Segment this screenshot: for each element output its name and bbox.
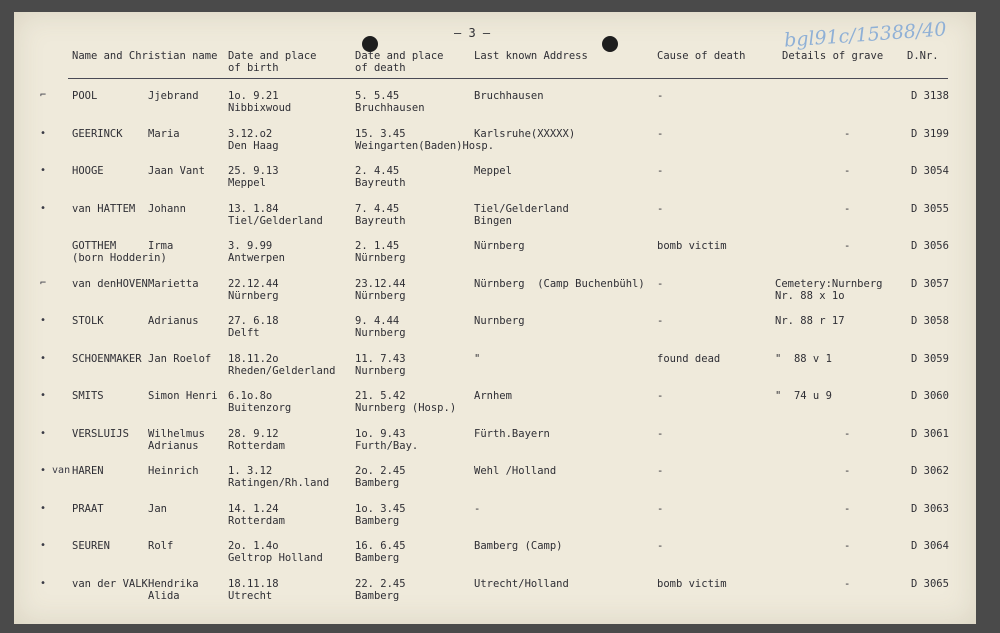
d-number: D 3055 (911, 202, 949, 215)
death-date: 21. 5.42 (355, 390, 406, 402)
birth-date: 28. 9.12 (228, 427, 279, 440)
death-place: Bamberg (355, 514, 400, 527)
given-name: Johann (148, 202, 186, 215)
cause-of-death: - (657, 90, 664, 102)
cause-of-death: - (657, 390, 664, 402)
last-address: - (474, 502, 481, 515)
table-row (14, 165, 976, 201)
surname: van denHOVEN (72, 277, 148, 290)
row-mark: • (40, 352, 47, 364)
birth-place: Antwerpen (228, 252, 285, 264)
d-number: D 3065 (911, 577, 949, 590)
d-number: D 3060 (911, 390, 949, 402)
grave-details: - (844, 577, 851, 590)
last-address: Meppel (474, 165, 512, 177)
given-name: Rolf (148, 540, 174, 552)
death-date: 15. 3.45 (355, 127, 406, 140)
death-date: 2. 1.45 (355, 240, 400, 252)
table-row (14, 90, 976, 126)
death-date: 22. 2.45 (355, 577, 406, 590)
surname: HOOGE (72, 165, 104, 177)
given-name: Adrianus (148, 315, 199, 327)
grave-details: Cemetery:Nurnberg (775, 277, 883, 290)
last-address: " (474, 352, 481, 365)
row-mark: • (40, 202, 47, 214)
birth-place: Meppel (228, 177, 266, 189)
grave-details: - (844, 240, 851, 252)
birth-date: 27. 6.18 (228, 315, 279, 327)
d-number: D 3199 (911, 127, 949, 140)
row-mark: • (40, 390, 47, 401)
birth-place: Rotterdam (228, 514, 285, 527)
surname: SMITS (72, 390, 104, 402)
cause-of-death: - (657, 427, 664, 440)
header-rule (68, 78, 948, 79)
row-mark: • (40, 127, 47, 139)
death-place: Bruchhausen (355, 102, 425, 114)
grave-details: - (844, 127, 851, 140)
d-number: D 3061 (911, 427, 949, 440)
surname: GEERINCK (72, 127, 123, 140)
table-row (14, 578, 976, 614)
cause-of-death: - (657, 315, 664, 327)
d-number: D 3057 (911, 277, 949, 290)
given-name: Hendrika Alida (148, 577, 199, 602)
d-number: D 3063 (911, 502, 949, 515)
surname: van der VALK (72, 577, 148, 590)
last-address: Nürnberg (474, 240, 525, 252)
row-mark: • (40, 502, 47, 514)
given-name: Wilhelmus Adrianus (148, 427, 205, 452)
surname: SCHOENMAKER (72, 352, 142, 365)
last-address: Nurnberg (474, 315, 525, 327)
grave-details: - (844, 427, 851, 440)
d-number: D 3062 (911, 465, 949, 477)
death-date: 1o. 9.43 (355, 427, 406, 440)
surname: VERSLUIJS (72, 427, 129, 440)
surname: POOL (72, 90, 98, 102)
table-row (14, 278, 976, 314)
header-dnr: D.Nr. (907, 50, 939, 62)
given-name: Jan Roelof (148, 352, 212, 365)
surname: PRAAT (72, 502, 104, 515)
header-grave: Details of grave (782, 50, 884, 62)
grave-details: - (844, 465, 851, 477)
birth-date: 6.1o.8o (228, 390, 273, 402)
death-date: 7. 4.45 (355, 202, 400, 215)
birth-date: 1. 3.12 (228, 465, 273, 477)
birth-date: 18.11.2o (228, 352, 279, 365)
header-address: Last known Address (474, 50, 588, 62)
birth-place: Rotterdam (228, 439, 285, 452)
header-name: Name and Christian name (72, 50, 218, 62)
table-row (14, 353, 976, 389)
birth-date: 1o. 9.21 (228, 90, 279, 102)
birth-place: Nibbixwoud (228, 102, 292, 114)
death-place: Furth/Bay. (355, 439, 419, 452)
surname: GOTTHEM (born Hodderin) (72, 240, 167, 264)
death-date: 2o. 2.45 (355, 465, 406, 477)
surname: HAREN (72, 465, 104, 477)
birth-place: Rheden/Gelderland (228, 364, 336, 377)
birth-date: 14. 1.24 (228, 502, 279, 515)
surname: SEUREN (72, 540, 110, 552)
last-address: Bamberg (Camp) (474, 540, 563, 552)
death-place: Bayreuth (355, 177, 406, 189)
archive-reference: bgl91c/15388/40 (783, 18, 948, 52)
cause-of-death: found dead (657, 352, 721, 365)
birth-date: 3. 9.99 (228, 240, 273, 252)
table-row (14, 315, 976, 351)
table-row (14, 428, 976, 464)
given-name: Heinrich (148, 465, 199, 477)
death-date: 23.12.44 (355, 277, 406, 290)
row-mark: • (40, 165, 47, 176)
cause-of-death: - (657, 165, 664, 177)
death-place: Bamberg (355, 477, 400, 489)
cause-of-death: - (657, 127, 664, 140)
row-mark: ⌐ (40, 90, 47, 101)
death-place: Weingarten(Baden)Hosp. (355, 139, 495, 152)
table-row (14, 240, 976, 276)
table-row (14, 503, 976, 539)
death-place: Nürnberg (355, 252, 406, 264)
last-address: Wehl /Holland (474, 465, 557, 477)
table-row (14, 465, 976, 501)
given-name: Maria (148, 127, 180, 140)
cause-of-death: - (657, 202, 664, 215)
punch-hole-right (602, 36, 618, 52)
d-number: D 3059 (911, 352, 949, 365)
given-name: Simon Henri (148, 390, 218, 402)
given-name: Marietta (148, 277, 199, 290)
row-mark: ⌐ (40, 277, 47, 289)
row-mark: • (40, 315, 47, 326)
given-name: Irma (148, 240, 174, 252)
header-death: Date and place of death (355, 50, 444, 74)
death-date: 11. 7.43 (355, 352, 406, 365)
death-place: Nurnberg (Hosp.) (355, 402, 457, 414)
death-place: Nurnberg (355, 364, 406, 377)
death-place: Nurnberg (355, 327, 406, 339)
birth-place: Nürnberg (228, 289, 279, 302)
birth-date: 2o. 1.4o (228, 540, 279, 552)
d-number: D 3054 (911, 165, 949, 177)
last-address: Fürth.Bayern (474, 427, 550, 440)
last-address: Utrecht/Holland (474, 577, 569, 590)
grave-details-line2: Nr. 88 x 1o (775, 289, 845, 302)
grave-details: " 74 u 9 (775, 390, 832, 402)
cause-of-death: - (657, 277, 664, 290)
death-place: Bayreuth (355, 214, 406, 227)
death-place: Bamberg (355, 552, 400, 564)
header-cause: Cause of death (657, 50, 746, 62)
d-number: D 3058 (911, 315, 949, 327)
grave-details: Nr. 88 r 17 (775, 315, 845, 327)
last-address: Karlsruhe(XXXXX) (474, 127, 576, 140)
last-address: Nürnberg (Camp Buchenbühl) (474, 277, 645, 290)
birth-date: 3.12.o2 (228, 127, 273, 140)
table-row (14, 203, 976, 239)
death-date: 5. 5.45 (355, 90, 400, 102)
given-name: Jan (148, 502, 167, 515)
birth-place: Tiel/Gelderland (228, 214, 323, 227)
birth-place: Den Haag (228, 139, 279, 152)
table-row (14, 390, 976, 426)
d-number: D 3138 (911, 90, 949, 102)
birth-date: 18.11.18 (228, 577, 279, 590)
grave-details: - (844, 540, 851, 552)
row-mark: • (40, 427, 47, 439)
cause-of-death: - (657, 465, 664, 477)
last-address: Tiel/Gelderland (474, 202, 569, 215)
last-address-line2: Bingen (474, 214, 512, 227)
birth-date: 13. 1.84 (228, 202, 279, 215)
cause-of-death: - (657, 502, 664, 515)
birth-place: Utrecht (228, 589, 273, 602)
grave-details: - (844, 502, 851, 515)
grave-details: - (844, 165, 851, 177)
d-number: D 3056 (911, 240, 949, 252)
death-date: 9. 4.44 (355, 315, 400, 327)
given-name: Jjebrand (148, 90, 199, 102)
row-mark: • (40, 577, 47, 589)
surname: van HATTEM (72, 202, 136, 215)
death-date: 16. 6.45 (355, 540, 406, 552)
cause-of-death: bomb victim (657, 240, 727, 252)
grave-details: " 88 v 1 (775, 352, 832, 365)
birth-date: 25. 9.13 (228, 165, 279, 177)
document-sheet (14, 12, 976, 624)
given-name: Jaan Vant (148, 165, 205, 177)
row-mark: • (40, 540, 47, 551)
cause-of-death: bomb victim (657, 577, 727, 590)
death-place: Bamberg (355, 589, 400, 602)
last-address: Bruchhausen (474, 90, 544, 102)
row-mark: • van (40, 465, 71, 476)
table-row (14, 540, 976, 576)
birth-place: Ratingen/Rh.land (228, 477, 330, 489)
birth-date: 22.12.44 (228, 277, 279, 290)
birth-place: Buitenzorg (228, 402, 292, 414)
birth-place: Delft (228, 327, 260, 339)
death-place: Nürnberg (355, 289, 406, 302)
last-address: Arnhem (474, 390, 512, 402)
surname: STOLK (72, 315, 104, 327)
death-date: 1o. 3.45 (355, 502, 406, 515)
page-number: — 3 — (454, 26, 491, 40)
grave-details: - (844, 202, 851, 215)
birth-place: Geltrop Holland (228, 552, 323, 564)
d-number: D 3064 (911, 540, 949, 552)
death-date: 2. 4.45 (355, 165, 400, 177)
table-row (14, 128, 976, 164)
cause-of-death: - (657, 540, 664, 552)
header-birth: Date and place of birth (228, 50, 317, 74)
